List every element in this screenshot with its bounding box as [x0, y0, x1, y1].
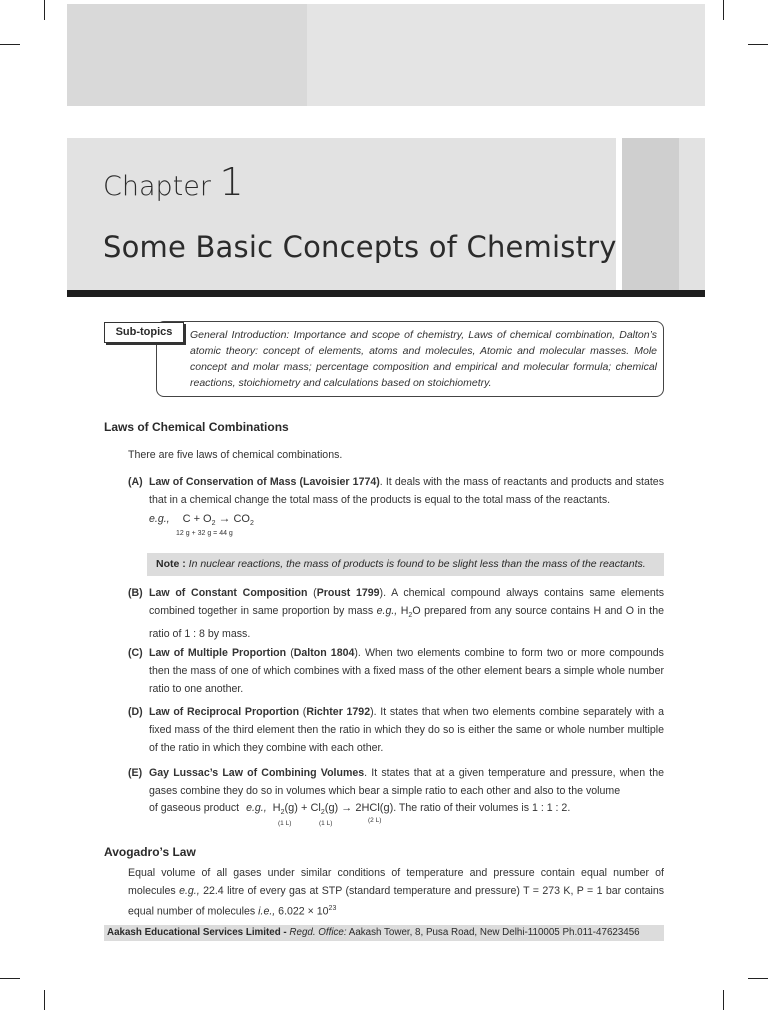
chapter-number: 1 [219, 160, 244, 204]
subscript: 2 [249, 520, 254, 528]
avogadro-text [128, 864, 664, 921]
crop-mark [0, 978, 20, 979]
chapter-stripe [679, 138, 705, 290]
section-heading-laws: Laws of Chemical Combinations [104, 420, 289, 434]
law-d: (D) Law of Reciprocal Proportion (Richter 1792). It states that when two elements combine separately with a fixed mass of the third element then the ratio in which they do so is either the same or whole number multiple of the ratio in which they combine with each other. [128, 703, 664, 757]
page-footer [104, 925, 664, 941]
law-e-name: Gay Lussac’s Law of Combining Volumes [149, 767, 365, 779]
note-text: In nuclear reactions, the mass of products is found to be slight less than the mass of the reactants. [188, 558, 646, 570]
crop-mark [44, 0, 45, 20]
law-a-eq-product: CO [233, 513, 250, 525]
section-heading-avogadro: Avogadro’s Law [104, 845, 196, 859]
law-e-eg: e.g., [246, 802, 267, 814]
avogadro-eg: e.g., [179, 885, 200, 897]
law-a-text: . It deals with the mass of reactants and products and states that in a chemical change the total mass of the products is equal to the total mass of the reactants. [149, 476, 664, 506]
avogadro-ie: i.e., [258, 905, 276, 918]
law-b-text1: . A chemical compound always contains same elements combined together in same proportion by mass [149, 587, 664, 617]
law-e-vol3: (2 L) [368, 817, 382, 824]
subscript: 2 [211, 520, 216, 528]
law-e-eq2: (g) + Cl [284, 802, 321, 814]
crop-mark [748, 978, 768, 979]
law-a-masses: 12 g + 32 g = 44 g [176, 530, 233, 537]
subtopics-text: General Introduction: Importance and scope of chemistry, Laws of chemical combination, Dalton’s atomic theory: concept of elements, atoms and molecules, Atomic and molecular masses. Mole concept and molar mass; percentage composition and empirical and molecular formula; chemical reactions, stoichiometry and calculations based on stoichiometry. [190, 329, 657, 389]
law-a-equation [149, 511, 254, 527]
avogadro-exponent: 23 [328, 905, 337, 912]
law-c-author: Dalton 1804 [293, 647, 355, 659]
subtopics-tag: Sub-topics [104, 322, 184, 343]
law-e-text2: of gaseous product [149, 802, 240, 814]
law-b-h: H [400, 605, 409, 617]
law-b-tag: (B) [128, 587, 143, 599]
footer-company: Aakash Educational Services Limited - [107, 927, 287, 938]
law-e-equation-line [149, 802, 570, 816]
crop-mark [44, 990, 45, 1010]
law-e-eq1: H [272, 802, 281, 814]
law-c-name: Law of Multiple Proportion [149, 647, 287, 659]
header-band-right [307, 4, 705, 106]
law-e-vol2: (1 L) [319, 820, 333, 827]
law-e-vol1: (1 L) [278, 820, 292, 827]
avogadro-text1: Equal volume of all gases under similar conditions of temperature and pressure contain equal number of molecules [128, 867, 664, 897]
avogadro-text3: 6.022 × 10 [275, 905, 329, 918]
chapter-title: Some Basic Concepts of Chemistry [103, 230, 617, 264]
law-a [128, 473, 664, 509]
laws-intro: There are five laws of chemical combinations. [128, 449, 343, 461]
note-box [147, 553, 664, 576]
law-b-text2: O prepared from any source contains H and O in the ratio of 1 : 8 by mass. [149, 605, 664, 641]
crop-mark [723, 0, 724, 20]
law-b-name: Law of Constant Composition [149, 587, 308, 599]
law-e-text: . It states that at a given temperature and pressure, when the gases combine they do so in volumes which bear a simple ratio to each other and also to the volume [149, 767, 664, 797]
law-e-tag: (E) [128, 767, 143, 779]
law-d-tag: (D) [128, 706, 143, 718]
chapter-rule [67, 290, 705, 297]
law-a-name: Law of Conservation of Mass (Lavoisier 1774) [149, 476, 380, 488]
note-label: Note : [156, 558, 186, 570]
header-band-left [67, 4, 307, 106]
law-e-ratio: . The ratio of their volumes is 1 : 1 : 2. [393, 802, 571, 814]
law-c-text: . When two elements combine to form two or more compounds then the mass of one of which combines with a fixed mass of the other element bears a simple whole number ratio to one another. [149, 647, 664, 695]
chapter-label [103, 160, 244, 204]
avogadro-text2: 22.4 litre of every gas at STP (standard temperature and pressure) T = 273 K, P = 1 bar contains equal number of molecules [128, 885, 665, 918]
law-a-eg: e.g., [149, 513, 170, 525]
law-e-eq3: (g) → 2HCl(g) [324, 802, 394, 814]
law-e [128, 764, 664, 800]
law-d-name: Law of Reciprocal Proportion [149, 706, 300, 718]
law-d-text: . It states that when two elements combine separately with a fixed mass of the third element then the ratio in which they do so is either the same or whole number multiple of the ratio in which they combine with each other. [149, 706, 664, 754]
subscript: 2 [320, 809, 325, 817]
law-a-tag: (A) [128, 476, 143, 488]
law-c: (C) Law of Multiple Proportion (Dalton 1804). When two elements combine to form two or more compounds then the mass of one of which combines with a fixed mass of the other element bears a simple whole number ratio to one another. [128, 644, 664, 698]
law-c-tag: (C) [128, 647, 143, 659]
law-d-author: Richter 1792 [306, 706, 371, 718]
footer-regd: Regd. Office: [289, 927, 347, 938]
footer-address: Aakash Tower, 8, Pusa Road, New Delhi-110005 Ph.011-47623456 [348, 927, 640, 938]
subscript: 2 [408, 612, 413, 620]
crop-mark [723, 990, 724, 1010]
chapter-stripe [622, 138, 679, 290]
arrow-icon: → [218, 511, 231, 525]
law-b-eg: e.g., [376, 605, 398, 617]
crop-mark [748, 44, 768, 45]
law-b-author: Proust 1799 [316, 587, 380, 599]
subscript: 2 [280, 809, 285, 817]
law-b: (B) Law of Constant Composition (Proust 1799). A chemical compound always contains same elements combined together in same proportion by mass e.g., $H_2O$ prepared from any source contains H and O in the ratio of 1 : 8 by mass. [128, 584, 664, 643]
chapter-word: Chapter [103, 171, 211, 202]
law-a-eq-reactants: C + O [182, 513, 212, 525]
crop-mark [0, 44, 20, 45]
